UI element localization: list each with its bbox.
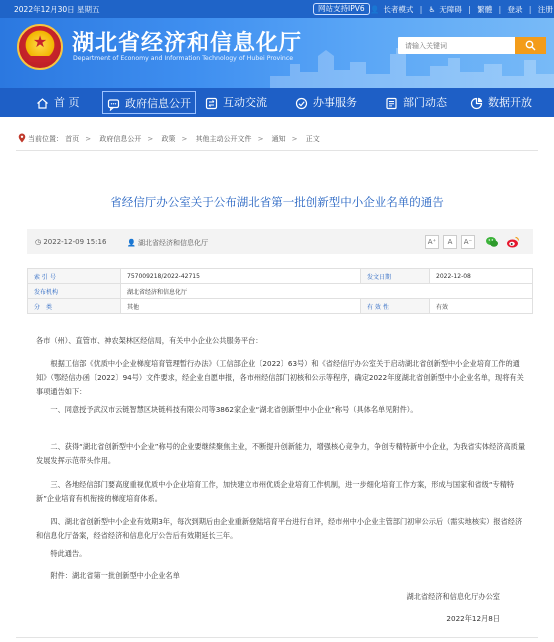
nav-label: 政府信息公开 — [125, 97, 191, 110]
breadcrumb-policy[interactable]: 政策 — [161, 135, 176, 143]
nav-item-open-data[interactable] — [470, 91, 532, 114]
divider: | — [468, 5, 471, 14]
nav-label: 办事服务 — [313, 96, 357, 109]
clock-icon: ◷ — [35, 238, 44, 246]
nav-item-services[interactable] — [295, 91, 357, 114]
breadcrumb — [18, 133, 320, 144]
divider: | — [419, 5, 423, 14]
article-title: 省经信厅办公室关于公布湖北省第一批创新型中小企业名单的通告 — [110, 195, 444, 209]
document-icon — [385, 97, 398, 110]
document-info-table — [27, 268, 533, 314]
divider — [16, 637, 538, 638]
font-size-small-button[interactable]: A⁻ — [461, 235, 475, 249]
search-input[interactable] — [398, 37, 512, 54]
salutation: 各市（州）、直管市、神农架林区经信局，有关中小企业公共服务平台： — [36, 336, 263, 345]
divider — [16, 150, 538, 151]
breadcrumb-current: 正文 — [305, 135, 320, 143]
login-link[interactable]: 登录 — [507, 5, 523, 14]
publish-date — [35, 238, 106, 246]
validity-value: 有效 — [430, 299, 533, 314]
elder-mode-link[interactable]: 长者模式 — [383, 5, 414, 14]
breadcrumb-separator: > — [257, 135, 264, 143]
service-icon — [295, 97, 308, 110]
accessibility-link[interactable]: 无障碍 — [439, 5, 462, 14]
site-title[interactable]: 湖北省经济和信息化厅 — [72, 31, 303, 56]
signature-org: 湖北省经济和信息化厅办公室 — [406, 592, 500, 601]
search-button[interactable] — [515, 37, 546, 54]
search-icon — [525, 40, 536, 51]
paragraph-item-3: 三、各地经信部门要高度重视优质中小企业培育工作，加快建立市州优质企业培育工作机制，进一步细化培育工作方案，形成与国家和省级“专精特新”企业培育有机衔接的梯度培育体系。 — [36, 480, 515, 503]
issuer-value: 湖北省经济和信息化厅 — [121, 284, 533, 299]
paragraph-item-4: 四、湖北省创新型中小企业有效期3年，每次到期后由企业重新登陆培育平台进行自评，经市州中小企业主管部门初审公示后（需实地核实）报省经济和信息化厅备案，经省经济和信息化厅公告后有效期延长三年。 — [36, 517, 523, 540]
nav-label: 数据开放 — [488, 96, 532, 109]
breadcrumb-other-files[interactable]: 其他主动公开文件 — [195, 135, 252, 143]
publish-date-text: 2022-12-09 15:16 — [43, 238, 107, 246]
nav-label: 部门动态 — [403, 96, 447, 109]
paragraph-item-1: 一、同意授予武汉市云链智慧区块链科技有限公司等3862家企业“湖北省创新型中小企业”称号（具体名单见附件）。 — [50, 405, 418, 414]
ipv6-badge[interactable]: 网站支持IPV6 — [313, 3, 370, 15]
wechat-share-icon[interactable] — [485, 235, 499, 249]
breadcrumb-separator: > — [85, 135, 92, 143]
user-icon: 👤 — [127, 239, 138, 247]
chat-icon — [107, 98, 120, 111]
elder-mode-icon: 👤 — [370, 5, 380, 14]
category-value: 其他 — [121, 299, 361, 314]
search-box — [398, 37, 546, 54]
top-links — [368, 4, 554, 15]
top-bar — [0, 0, 554, 18]
breadcrumb-notice[interactable]: 通知 — [271, 135, 286, 143]
issue-date-label: 发文日期 — [361, 269, 430, 284]
article-source-text: 湖北省经济和信息化厅 — [137, 239, 208, 247]
paragraph-item-2: 二、获得“湖北省创新型中小企业”称号的企业要继续聚焦主业，不断提升创新能力，增强核心竞争力，争创专精特新中小企业，为我省实体经济高质量发展发挥示范带头作用。 — [36, 442, 526, 465]
closing-statement: 特此通告。 — [50, 549, 87, 558]
font-size-medium-button[interactable]: A — [443, 235, 457, 249]
breadcrumb-separator: > — [181, 135, 188, 143]
validity-label: 有 效 性 — [361, 299, 430, 314]
site-header — [0, 18, 554, 88]
article-source — [127, 238, 208, 248]
traditional-chinese-link[interactable]: 繁體 — [477, 5, 493, 14]
national-emblem-icon: ★ — [17, 24, 63, 70]
breadcrumb-home[interactable]: 首页 — [65, 135, 80, 143]
paragraph-intro: 根据工信部《优质中小企业梯度培育管理暂行办法》（工信部企业〔2022〕63号）和《省经信厅办公室关于启动湖北省创新型中小企业培育工作的通知》（鄂经信办函〔2022〕94号）文件要求，经企业自愿申报，各市州经信部门初核和公示等程序，确定2022年度湖北省创新型中小企业名单，现将有关事项通告如下： — [36, 359, 524, 396]
signature-date: 2022年12月8日 — [446, 614, 500, 623]
breadcrumb-separator: > — [291, 135, 298, 143]
nav-item-gov-info[interactable] — [102, 91, 196, 114]
article-meta-bar — [27, 229, 533, 254]
nav-item-interaction[interactable] — [205, 91, 267, 114]
breadcrumb-prefix: 当前位置： — [28, 135, 63, 143]
weibo-share-icon[interactable] — [506, 235, 520, 249]
chart-icon — [470, 97, 483, 110]
register-link[interactable]: 注册 — [537, 5, 553, 14]
attachment-link[interactable]: 附件：湖北省第一批创新型中小企业名单 — [50, 571, 180, 580]
home-icon — [36, 97, 49, 110]
divider: | — [498, 5, 502, 14]
nav-item-news[interactable] — [385, 91, 447, 114]
exchange-icon — [205, 97, 218, 110]
breadcrumb-gov-info[interactable]: 政府信息公开 — [99, 135, 142, 143]
nav-label: 首 页 — [54, 96, 80, 109]
location-pin-icon — [18, 133, 26, 143]
index-number-value: 757009218/2022-42715 — [121, 269, 361, 284]
breadcrumb-separator: > — [147, 135, 154, 143]
category-label: 分 类 — [28, 299, 121, 314]
nav-item-home[interactable] — [36, 91, 80, 114]
accessibility-icon: ♿ — [428, 5, 436, 14]
divider: | — [528, 5, 532, 14]
index-number-label: 索 引 号 — [28, 269, 121, 284]
site-subtitle: Department of Economy and Information Technology of Hubei Province — [73, 55, 294, 62]
nav-label: 互动交流 — [223, 96, 267, 109]
main-nav — [0, 88, 554, 117]
issue-date-value: 2022-12-08 — [430, 269, 533, 284]
current-date: 2022年12月30日 星期五 — [14, 5, 100, 14]
font-size-large-button[interactable]: A⁺ — [425, 235, 439, 249]
issuer-label: 发布机构 — [28, 284, 121, 299]
